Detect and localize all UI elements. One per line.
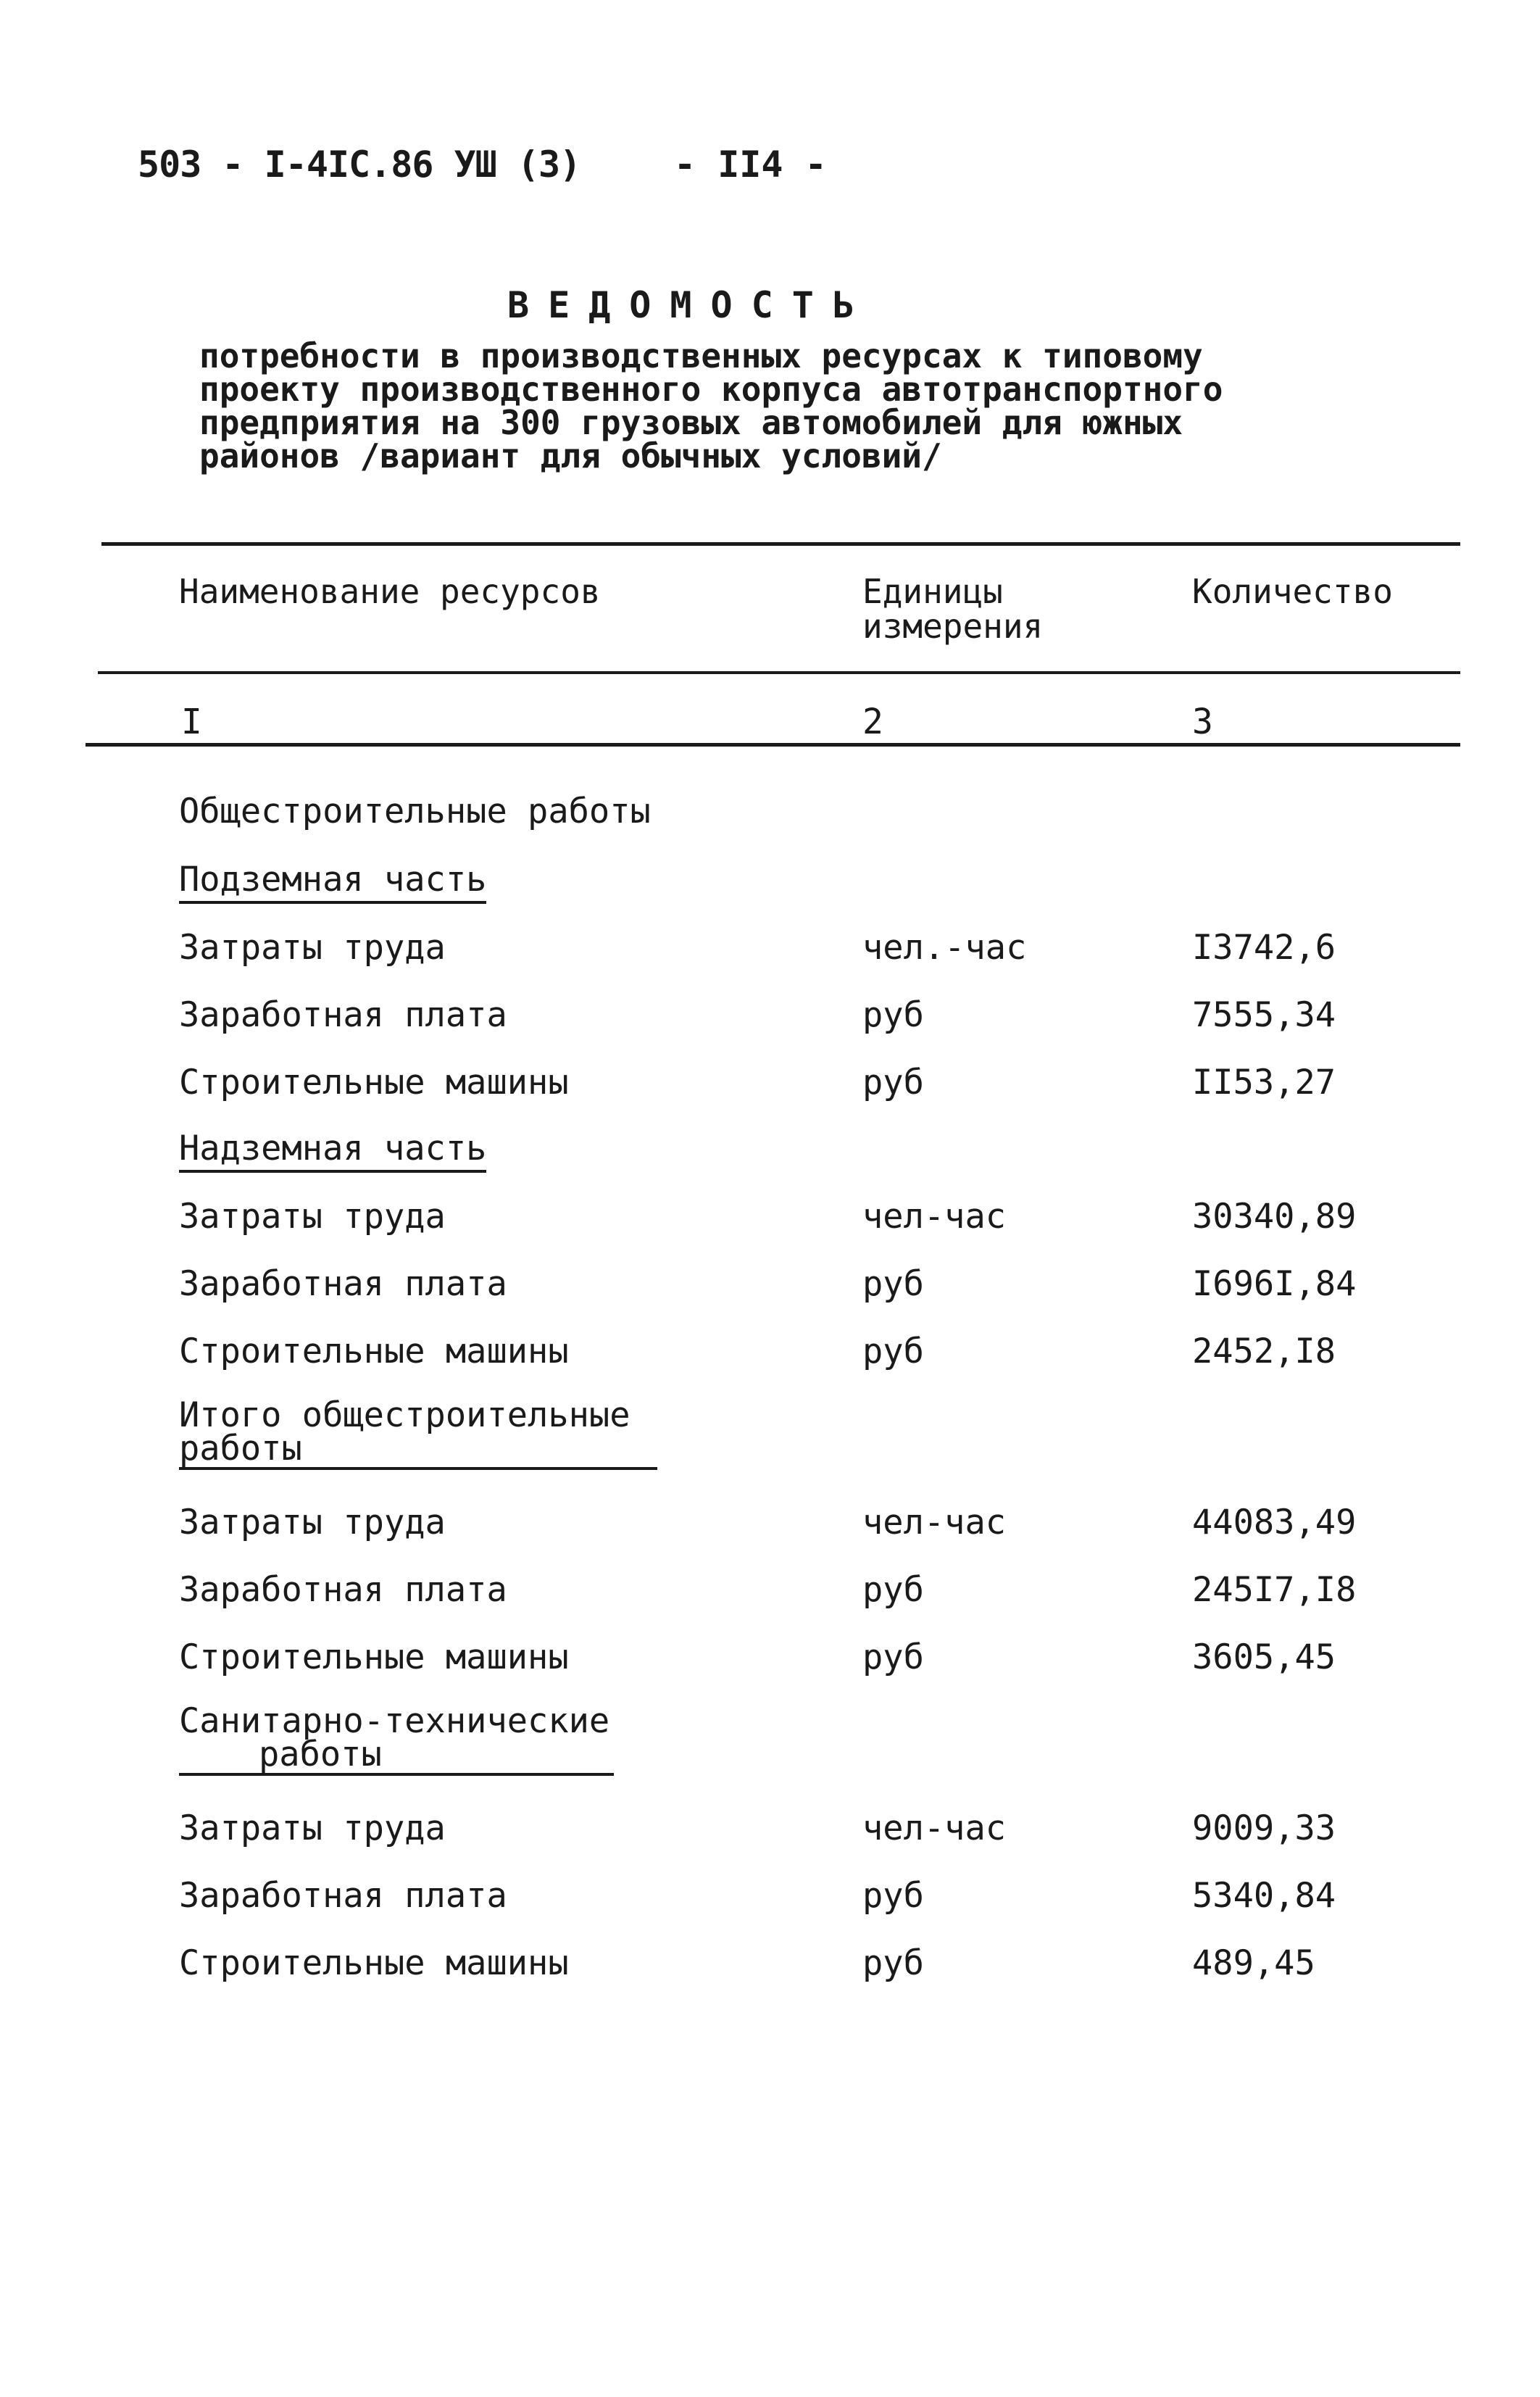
row-unit: руб (862, 1876, 924, 1916)
row-unit: руб (862, 1063, 924, 1102)
section-title-total-general (179, 1395, 657, 1470)
document-subtitle (199, 336, 1286, 475)
section-title-aboveground: Надземная часть (179, 1129, 486, 1173)
row-quantity: 30340,89 (1192, 1197, 1357, 1237)
row-quantity: II53,27 (1192, 1063, 1336, 1102)
row-quantity: 489,45 (1192, 1943, 1315, 1983)
subtitle-line: районов /вариант для обычных условий/ (199, 436, 942, 475)
row-unit: руб (862, 1637, 924, 1677)
subtitle-line: предприятия на 300 грузовых автомобилей для южных (199, 403, 1183, 442)
row-quantity: 3605,45 (1192, 1637, 1336, 1677)
document-title: ВЕДОМОСТЬ (507, 284, 873, 326)
row-name: Строительные машины (179, 1637, 569, 1677)
row-quantity: 5340,84 (1192, 1876, 1336, 1916)
section-title-line1: Итого общестроительные (179, 1395, 630, 1435)
row-name: Заработная плата (179, 1264, 507, 1304)
group-heading: Общестроительные работы (179, 792, 651, 831)
column-number-2: 2 (862, 702, 883, 742)
row-name: Заработная плата (179, 995, 507, 1035)
row-quantity: I3742,6 (1192, 928, 1336, 968)
section-title-line1: Санитарно-технические (179, 1701, 610, 1741)
row-quantity: 7555,34 (1192, 995, 1336, 1035)
row-name: Заработная плата (179, 1570, 507, 1610)
row-name: Затраты труда (179, 928, 446, 968)
subtitle-line: потребности в производственных ресурсах к типовому (199, 336, 1203, 375)
row-unit: чел-час (862, 1808, 1007, 1848)
row-name: Затраты труда (179, 1197, 446, 1237)
row-unit: руб (862, 995, 924, 1035)
row-unit: руб (862, 1943, 924, 1983)
row-unit: руб (862, 1264, 924, 1304)
section-title-underground: Подземная часть (179, 860, 486, 904)
row-quantity: 2452,I8 (1192, 1332, 1336, 1371)
row-unit: чел.-час (862, 928, 1027, 968)
row-unit: руб (862, 1570, 924, 1610)
row-unit: чел-час (862, 1503, 1007, 1542)
table-number-rule (86, 743, 1460, 747)
column-header-unit (862, 574, 1043, 644)
table-header-rule (98, 671, 1460, 674)
column-header-unit-line2: измерения (862, 607, 1044, 646)
column-number-3: 3 (1192, 702, 1213, 742)
section-title-line2: работы (179, 1429, 302, 1468)
subtitle-line: проекту производственного корпуса автотранспортного (199, 370, 1223, 409)
row-name: Затраты труда (179, 1503, 446, 1542)
column-number-1: I (181, 702, 202, 742)
column-header-name: Наименование ресурсов (179, 572, 601, 611)
page-number: - II4 - (674, 144, 827, 186)
row-name: Строительные машины (179, 1063, 569, 1102)
row-name: Заработная плата (179, 1876, 507, 1916)
row-name: Строительные машины (179, 1332, 569, 1371)
row-name: Строительные машины (179, 1943, 569, 1983)
row-unit: чел-час (862, 1197, 1007, 1237)
column-header-quantity: Количество (1192, 572, 1393, 611)
section-title-sanitary (179, 1701, 614, 1776)
row-quantity: 44083,49 (1192, 1503, 1357, 1542)
document-code: 503 - I-4IC.86 УШ (3) (138, 144, 581, 186)
row-unit: руб (862, 1332, 924, 1371)
row-quantity: 9009,33 (1192, 1808, 1336, 1848)
row-quantity: 245I7,I8 (1192, 1570, 1357, 1610)
row-name: Затраты труда (179, 1808, 446, 1848)
row-quantity: I696I,84 (1192, 1264, 1357, 1304)
column-header-unit-line1: Единицы (862, 572, 1003, 611)
section-title-line2: работы (259, 1735, 382, 1774)
table-top-rule (101, 542, 1460, 546)
